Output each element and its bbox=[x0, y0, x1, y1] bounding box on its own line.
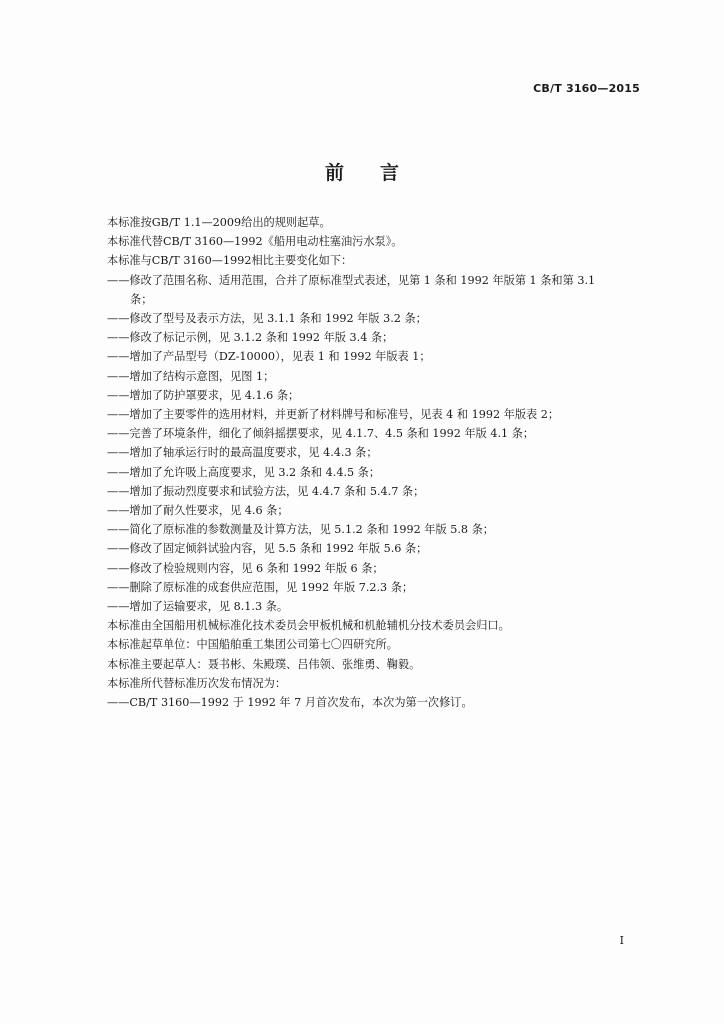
page-number: I bbox=[619, 934, 624, 947]
text-line: ——修改了检验规则内容，见 6 条和 1992 年版 6 条； bbox=[107, 561, 384, 575]
text-line: ——增加了轴承运行时的最高温度要求，见 4.4.3 条； bbox=[107, 446, 378, 460]
text-line: 本标准代替CB/T 3160—1992《船用电动柱塞油污水泵》。 bbox=[107, 235, 403, 249]
text-line: ——增加了振动烈度要求和试验方法，见 4.4.7 条和 5.4.7 条； bbox=[107, 484, 425, 498]
text-line: ——修改了型号及表示方法，见 3.1.1 条和 1992 年版 3.2 条； bbox=[107, 312, 427, 326]
text-line: ——修改了标记示例，见 3.1.2 条和 1992 年版 3.4 条； bbox=[107, 331, 394, 345]
text-line: ——删除了原标准的成套供应范围，见 1992 年版 7.2.3 条； bbox=[107, 580, 414, 594]
text-line: ——增加了主要零件的选用材料，并更新了材料牌号和标准号，见表 4 和 1992 年版表 2； bbox=[107, 408, 560, 422]
page-title: 前言 bbox=[324, 162, 435, 184]
text-line: 本标准主要起草人：聂书彬、朱殿璞、吕伟领、张维勇、鞠毅。 bbox=[107, 657, 421, 671]
text-line: ——增加了结构示意图，见图 1； bbox=[107, 369, 275, 383]
text-line: 本标准按GB/T 1.1—2009给出的规则起草。 bbox=[107, 216, 331, 229]
text-line-continuation: 条； bbox=[130, 292, 153, 306]
text-line: ——CB/T 3160—1992 于 1992 年 7 月首次发布，本次为第一次修订。 bbox=[107, 696, 473, 710]
text-line: ——简化了原标准的参数测量及计算方法，见 5.1.2 条和 1992 年版 5.8 条； bbox=[107, 523, 494, 537]
text-line: 本标准起草单位：中国船舶重工集团公司第七〇四研究所。 bbox=[107, 638, 398, 652]
foreword-body bbox=[107, 213, 647, 712]
text-line: ——增加了耐久性要求，见 4.6 条； bbox=[107, 504, 289, 518]
text-line: ——增加了运输要求，见 8.1.3 条。 bbox=[107, 600, 289, 614]
text-line: ——增加了产品型号（DZ-10000），见表 1 和 1992 年版表 1； bbox=[107, 350, 431, 364]
text-line: 本标准由全国船用机械标准化技术委员会甲板机械和机舱辅机分技术委员会归口。 bbox=[107, 619, 510, 633]
text-line: ——修改了范围名称、适用范围，合并了原标准型式表述，见第 1 条和 1992 年版第 1 条和第 3.1 bbox=[107, 273, 596, 287]
text-line: ——修改了固定倾斜试验内容，见 5.5 条和 1992 年版 5.6 条； bbox=[107, 542, 428, 556]
standard-code: CB/T 3160—2015 bbox=[533, 82, 640, 95]
text-line: 本标准与CB/T 3160—1992相比主要变化如下： bbox=[107, 254, 353, 268]
text-line: ——完善了环境条件，细化了倾斜摇摆要求，见 4.1.7、4.5 条和 1992 年版 4.1 条； bbox=[107, 427, 535, 441]
text-line: ——增加了防护罩要求，见 4.1.6 条； bbox=[107, 388, 300, 402]
text-line: ——增加了允许吸上高度要求，见 3.2 条和 4.4.5 条； bbox=[107, 465, 381, 479]
text-line: 本标准所代替标准历次发布情况为： bbox=[107, 676, 287, 690]
